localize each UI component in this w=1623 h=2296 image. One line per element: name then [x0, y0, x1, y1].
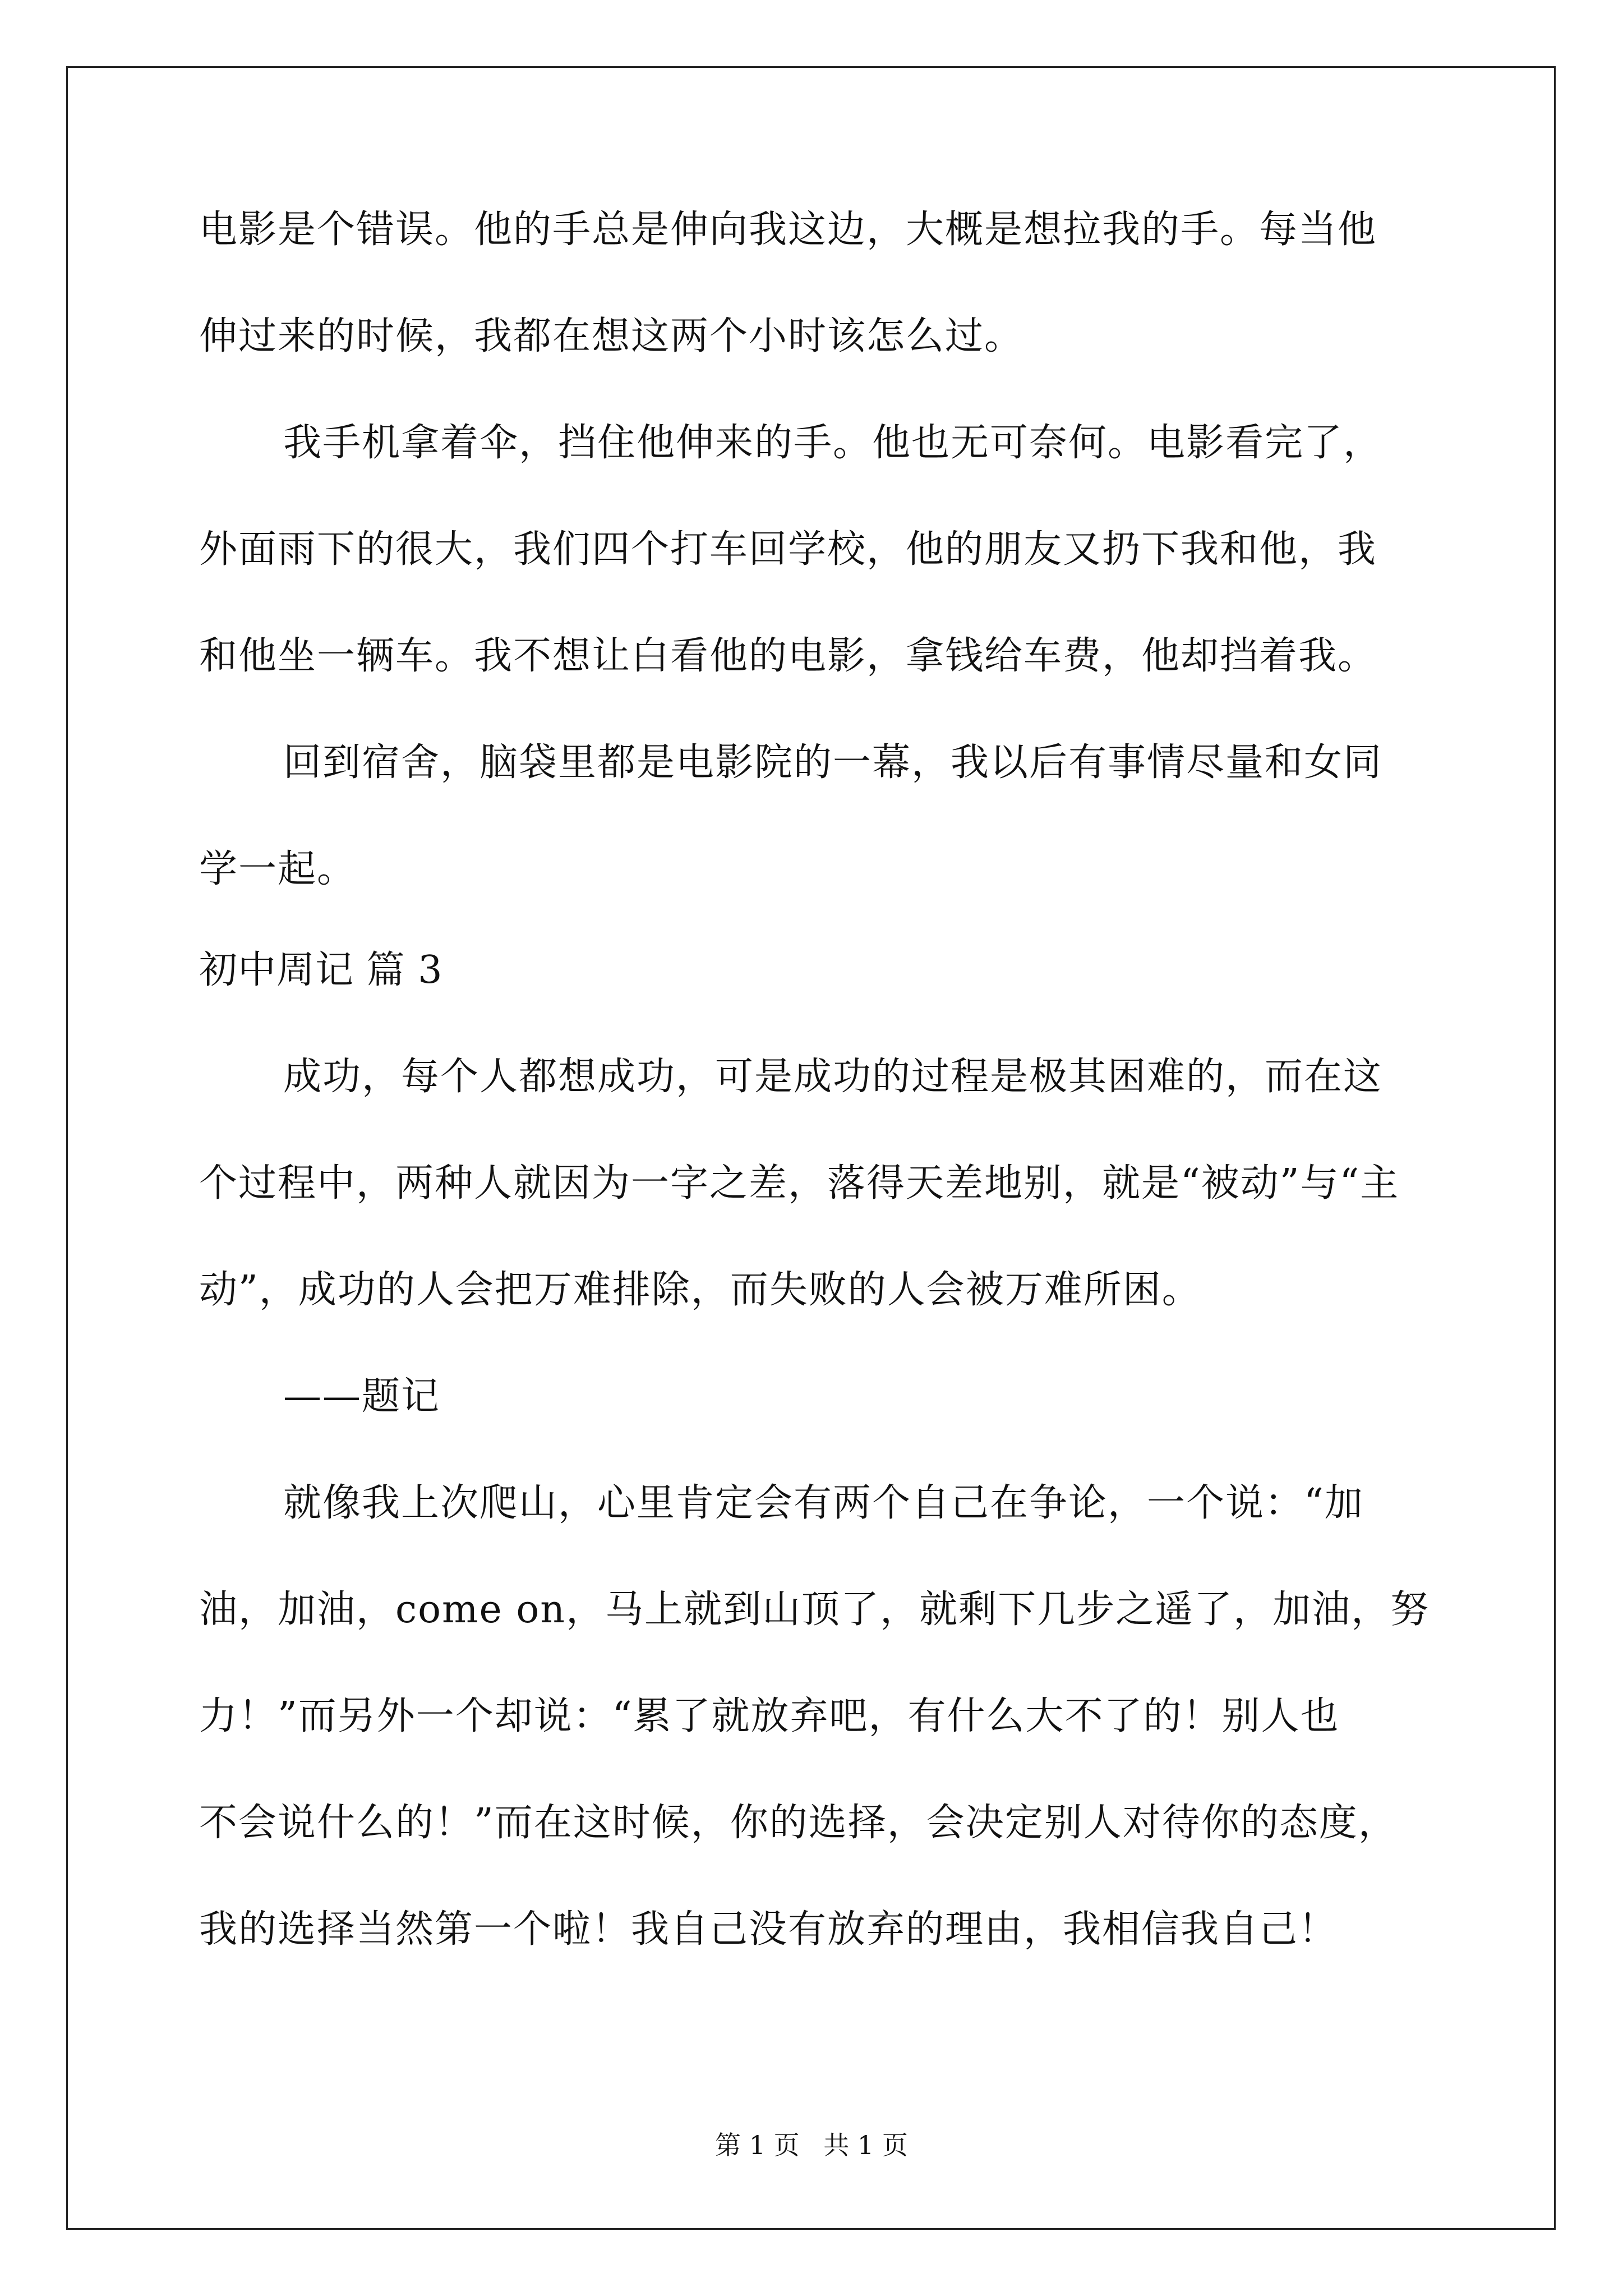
page-frame: [66, 66, 1556, 2230]
paragraph-first-line: 成功，每个人都想成功，可是成功的过程是极其困难的，而在这: [283, 1055, 1383, 1099]
epigraph-attribution: ——题记: [283, 1374, 441, 1419]
body-line: 和他坐一辆车。我不想让白看他的电影，拿钱给车费，他却挡着我。: [199, 634, 1377, 678]
page-total: 共 1 页: [823, 2130, 908, 2160]
body-line: 我的选择当然第一个啦！我自己没有放弃的理由，我相信我自己！: [199, 1907, 1338, 1952]
body-line: 外面雨下的很大，我们四个打车回学校，他的朋友又扔下我和他，我: [199, 527, 1377, 572]
body-line: 伸过来的时候，我都在想这两个小时该怎么过。: [199, 314, 1024, 358]
body-line: 个过程中，两种人就因为一字之差，落得天差地别，就是“被动”与“主: [199, 1161, 1400, 1205]
page-number: 第 1 页: [715, 2130, 800, 2160]
body-line: 油，加油，come on，马上就到山顶了，就剩下几步之遥了，加油，努: [199, 1588, 1430, 1632]
body-line: 学一起。: [199, 847, 357, 891]
section-heading: 初中周记 篇 3: [199, 948, 443, 992]
body-line: 电影是个错误。他的手总是伸向我这边，大概是想拉我的手。每当他: [199, 208, 1377, 252]
paragraph-first-line: 就像我上次爬山，心里肯定会有两个自己在争论，一个说：“加: [283, 1481, 1364, 1525]
body-line: 力！”而另外一个却说：“累了就放弃吧，有什么大不了的！别人也: [199, 1694, 1340, 1738]
body-line: 不会说什么的！”而在这时候，你的选择，会决定别人对待你的态度，: [199, 1801, 1398, 1845]
body-line: 动”，成功的人会把万难排除，而失败的人会被万难所困。: [199, 1268, 1201, 1312]
page-footer: [0, 2128, 1623, 2162]
paragraph-first-line: 回到宿舍，脑袋里都是电影院的一幕，我以后有事情尽量和女同: [283, 740, 1383, 785]
paragraph-first-line: 我手机拿着伞，挡住他伸来的手。他也无可奈何。电影看完了，: [283, 421, 1383, 465]
